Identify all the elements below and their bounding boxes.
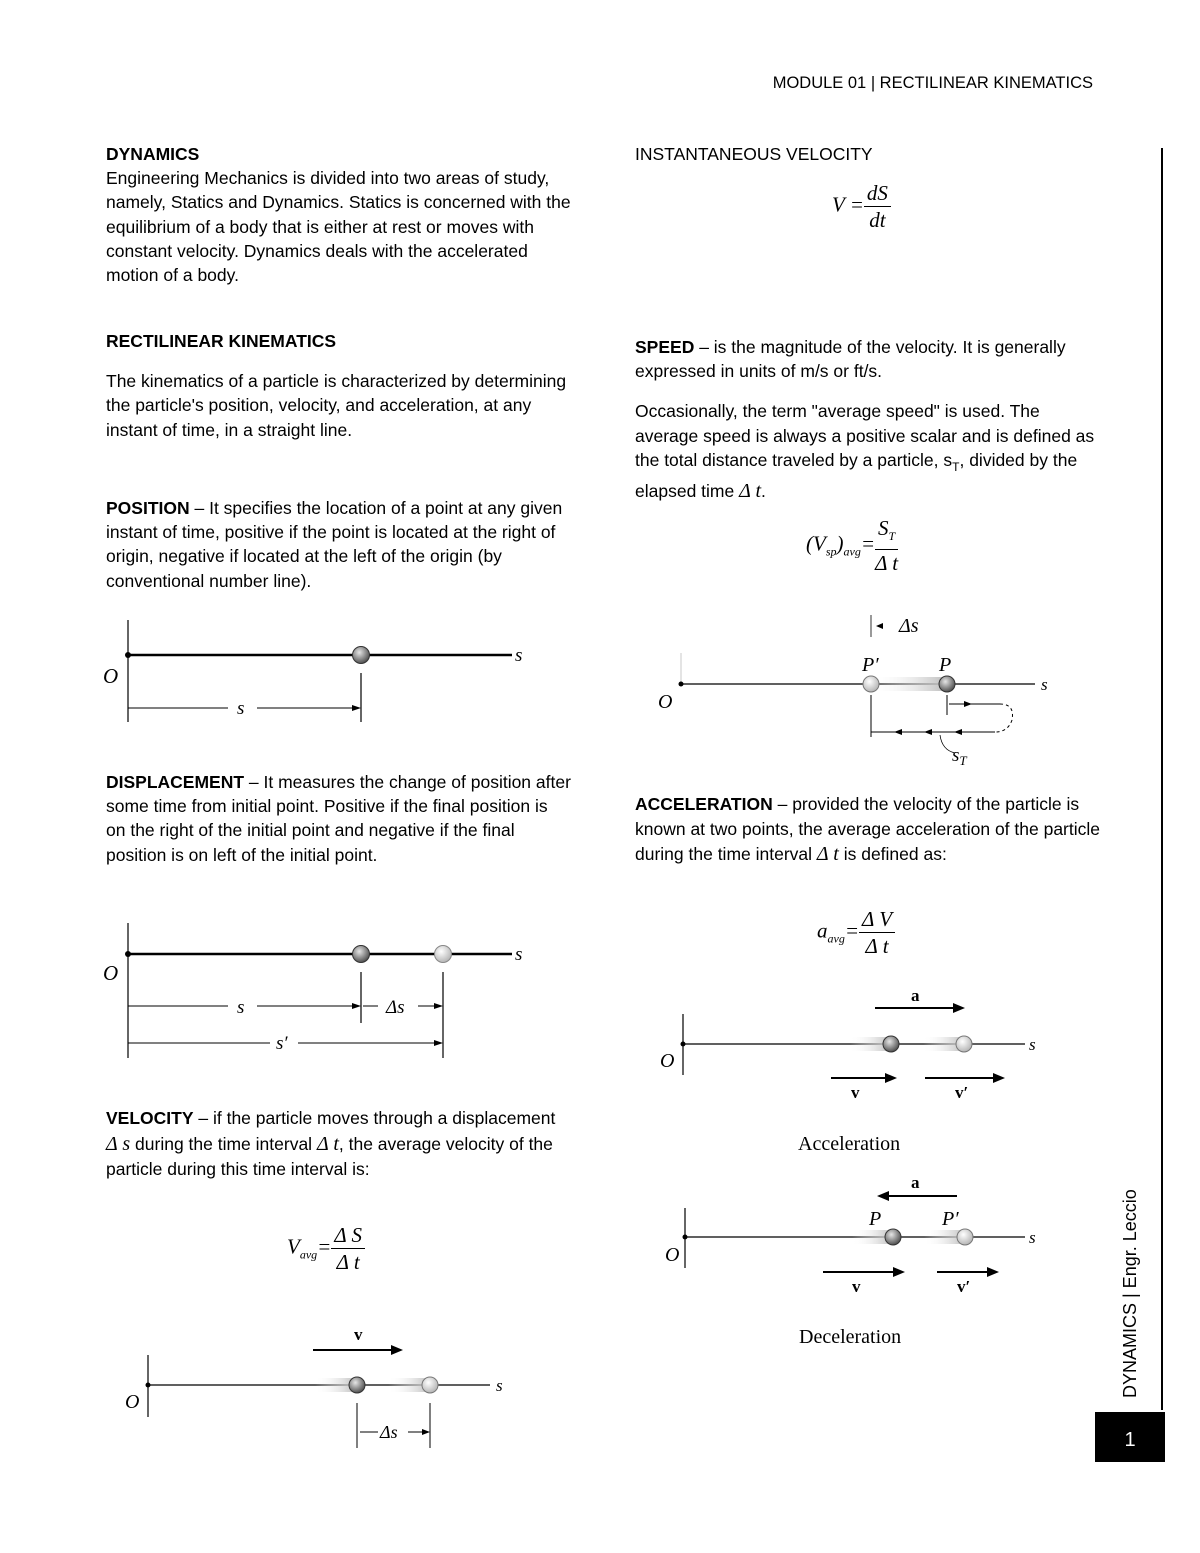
inst-numerator: dS: [864, 180, 891, 207]
velocity-v-label: v: [851, 1083, 860, 1102]
avg-speed-text-3: .: [761, 481, 766, 502]
velocity-delta-s: Δ s: [106, 1132, 131, 1155]
v-prime-label: v′: [955, 1083, 969, 1102]
axis-label: s: [515, 645, 523, 666]
velocity-section: [106, 1106, 571, 1183]
position-text: – It specifies the location of a point at any given instant of time, positive if the point is located at the right of origin, negative if located at the left of the origin (by conventional number line).: [106, 498, 563, 591]
p-label: P: [869, 1208, 882, 1230]
velocity-text-1: – if the particle moves through a displacement: [193, 1108, 556, 1128]
origin-label: O: [125, 1391, 140, 1413]
p-prime-label: P′: [862, 654, 879, 676]
velocity-v-label: v: [852, 1277, 861, 1296]
vsp-lhs: V: [813, 531, 826, 556]
acceleration-text-1: – provided the velocity of the particle is known at two points, the average acceleration of the particle during the time interval: [635, 794, 1100, 864]
avg-speed-text-2: , divided by the elapsed time: [635, 449, 1078, 502]
delta-s-label: Δs: [380, 1422, 398, 1442]
page-number: 1: [1095, 1412, 1165, 1462]
origin-label: O: [103, 664, 119, 688]
p-label: P: [939, 654, 952, 676]
acceleration-caption: Acceleration: [798, 1133, 901, 1155]
position-heading: POSITION: [106, 498, 190, 518]
st-label: $s_T$: [952, 745, 967, 768]
displacement-section: [106, 770, 571, 867]
vsp-numerator-sub: T: [888, 529, 896, 543]
v-prime-label: v′: [957, 1277, 971, 1296]
vsp-denominator: Δ t: [875, 551, 899, 575]
aavg-lhs: a: [817, 918, 828, 943]
vavg-lhs: V: [287, 1234, 300, 1259]
rectilinear-text: The kinematics of a particle is characterized by determining the particle's position, velocity, and acceleration, at any instant of time, in a straight line.: [106, 371, 567, 440]
accel-a-label: a: [911, 1173, 920, 1192]
aavg-numerator: Δ V: [859, 906, 895, 933]
aavg-sub: avg: [827, 931, 845, 946]
origin-label: O: [658, 691, 673, 713]
velocity-v-label: v: [354, 1325, 363, 1344]
instantaneous-section: [635, 142, 1100, 166]
s-label: s: [237, 997, 245, 1018]
speed-section: [635, 335, 1100, 503]
displacement-figure: [100, 918, 540, 1063]
instantaneous-heading: INSTANTANEOUS VELOCITY: [635, 144, 873, 164]
accel-a-label: a: [911, 986, 920, 1005]
vsp-avg: avg: [843, 544, 861, 559]
velocity-heading: VELOCITY: [106, 1108, 194, 1128]
dynamics-heading: DYNAMICS: [106, 144, 200, 164]
deceleration-caption: Deceleration: [799, 1326, 902, 1348]
rectilinear-heading: RECTILINEAR KINEMATICS: [106, 331, 337, 351]
velocity-text-3: , the average velocity of the particle during this time interval is:: [106, 1133, 553, 1179]
vavg-sub: avg: [299, 1247, 318, 1262]
vsp-equation: $(V_{sp})_{avg}=$ $\frac{S_T}{\text{Δ t}}$: [806, 516, 899, 575]
s-prime-label: s′: [276, 1033, 288, 1054]
axis-label: s: [1041, 675, 1048, 694]
inst-lhs: V =: [832, 192, 864, 217]
inst-denominator: dt: [869, 208, 886, 232]
origin-label: O: [103, 961, 119, 985]
vavg-equation: $V_{avg}=$ $\frac{\text{Δ S}}{\text{Δ t}}$: [287, 1222, 365, 1275]
sidebar-rule: [1161, 148, 1163, 1410]
page-header: MODULE 01 | RECTILINEAR KINEMATICS: [772, 74, 1093, 92]
aavg-denominator: Δ t: [865, 934, 889, 958]
axis-label: s: [1029, 1035, 1036, 1054]
vsp-sub: sp: [825, 544, 837, 559]
avg-speed-text-1: Occasionally, the term "average speed" is used. The average speed is always a positive scalar and is defined as the total distance traveled by a particle, s: [635, 401, 1095, 470]
acceleration-heading: ACCELERATION: [635, 794, 773, 814]
delta-s-label: Δs: [386, 997, 405, 1018]
acceleration-text-2: is defined as:: [838, 844, 947, 864]
rectilinear-section: [106, 329, 571, 442]
velocity-text-2: during the time interval: [130, 1133, 317, 1154]
position-figure: [100, 615, 540, 730]
origin-label: O: [660, 1050, 675, 1072]
instantaneous-equation: [832, 180, 891, 233]
delta-s-label: Δs: [899, 615, 919, 637]
avg-speed-delta-t: Δ t: [739, 480, 762, 503]
position-section: [106, 496, 571, 593]
avg-speed-sub: T: [952, 459, 960, 474]
vavg-denominator: Δ t: [336, 1250, 360, 1274]
s-label: s: [237, 698, 245, 719]
acceleration-delta-t: Δ t: [816, 843, 839, 865]
deceleration-figure: [655, 1170, 1055, 1350]
vavg-numerator: Δ S: [331, 1222, 365, 1249]
speed-heading: SPEED: [635, 337, 695, 357]
displacement-text: – It measures the change of position after some time from initial point. Positive if the final position is on the right of the initial point and negative if the final position is on left of the initial point.: [106, 772, 571, 865]
origin-label: O: [665, 1244, 680, 1266]
sidebar-label: DYNAMICS | Engr. Leccio: [1120, 1189, 1140, 1398]
p-prime-label: P′: [942, 1208, 959, 1230]
aavg-equation: $a_{avg}=$ $\frac{\text{Δ V}}{\text{Δ t}}$: [817, 906, 895, 959]
displacement-heading: DISPLACEMENT: [106, 772, 245, 792]
axis-label: s: [515, 944, 523, 965]
dynamics-section: [106, 142, 571, 287]
axis-label: s: [496, 1376, 503, 1395]
speed-figure: [650, 605, 1070, 770]
vsp-numerator: S: [878, 516, 889, 540]
velocity-figure: [120, 1320, 520, 1455]
speed-text: – is the magnitude of the velocity. It is generally expressed in units of m/s or ft/s.: [635, 337, 1066, 382]
axis-label: s: [1029, 1228, 1036, 1247]
acceleration-section: [635, 792, 1100, 867]
acceleration-figure: [655, 980, 1055, 1160]
velocity-delta-t: Δ t: [316, 1132, 339, 1155]
dynamics-text: Engineering Mechanics is divided into two areas of study, namely, Statics and Dynamics. Statics is concerned with the equilibrium of a body that is either at rest or moves with constant velocity. Dynamics deals with the accelerated motion of a body.: [106, 168, 571, 286]
